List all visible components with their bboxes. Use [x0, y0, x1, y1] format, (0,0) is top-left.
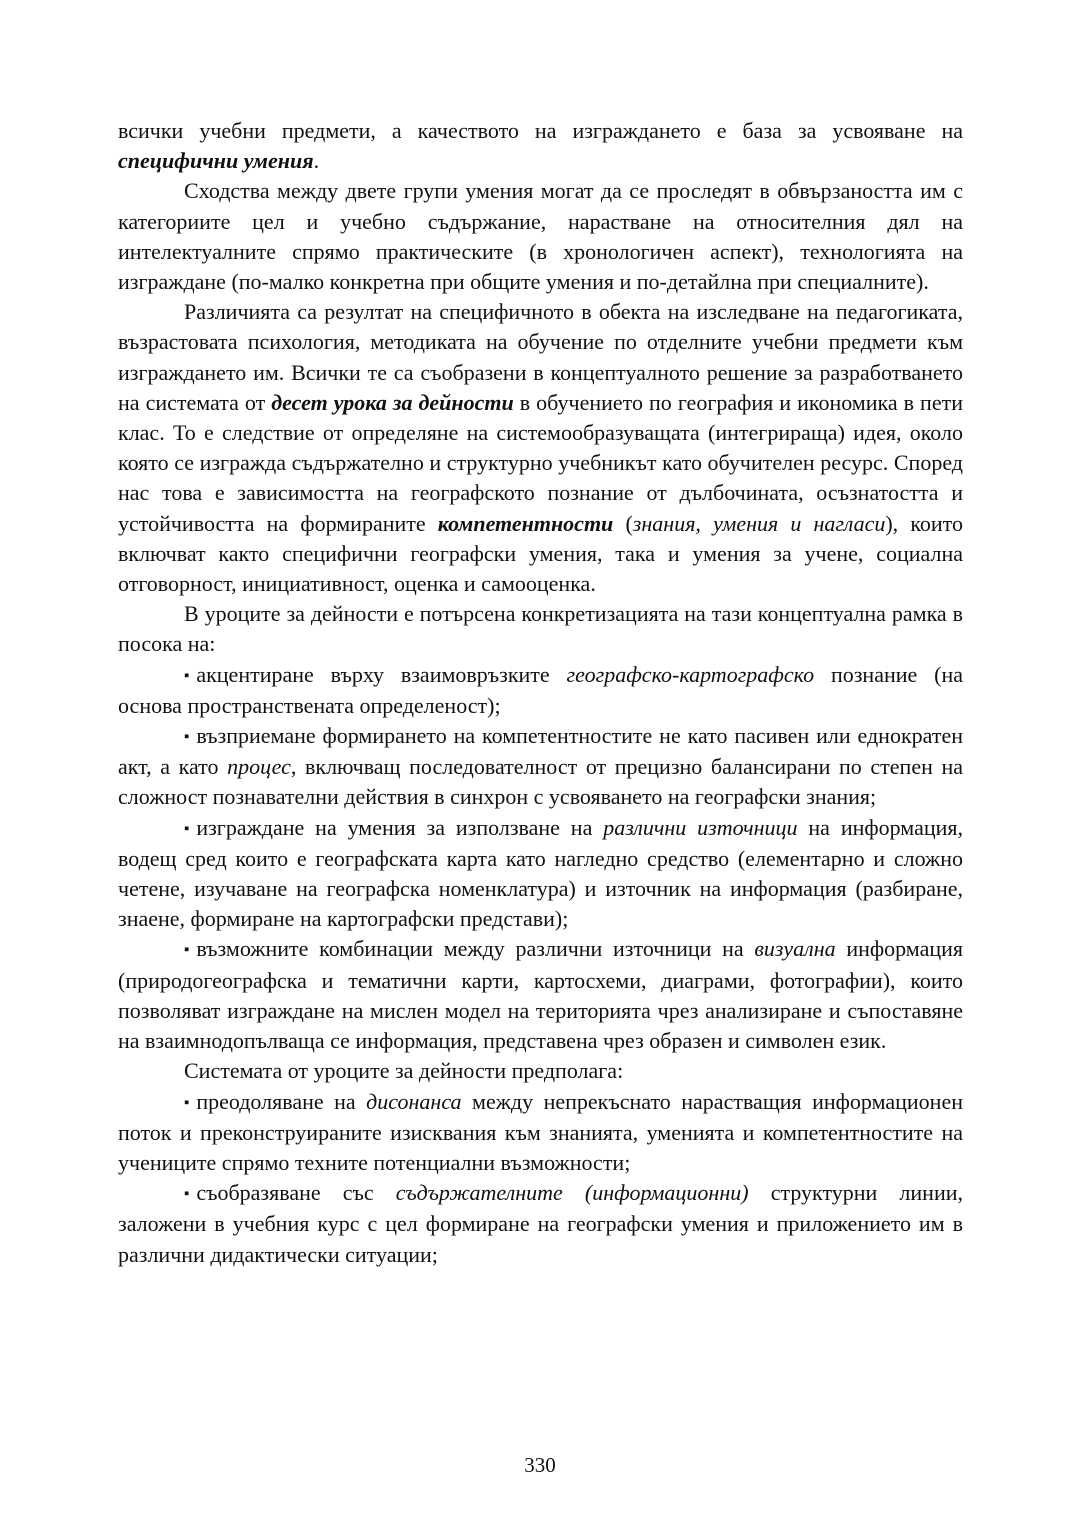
text-run: Системата от уроците за дейности предполага:	[184, 1058, 624, 1084]
bullet-icon: ▪	[184, 820, 190, 837]
bullet-paragraph	[118, 1087, 963, 1179]
text-run: съобразяване със	[196, 1180, 396, 1206]
emphasis-text-run: компетентности	[437, 510, 614, 536]
text-run: възможните комбинации между различни източници на	[196, 936, 755, 962]
italic-text-run: дисонанса	[366, 1088, 462, 1114]
text-run: в обучението по география и икономика в пети клас. То е следствие от определяне на системообразуващата (интегрираща) идея, около която се изгражда съдържателно и структурно учебникът като обучителен ресурс. Според нас това е зависимостта на географското познание от дълбочината, осъзнатостта и устойчивостта на формираните	[118, 389, 963, 536]
paragraph	[118, 116, 963, 176]
text-run: (	[613, 510, 633, 536]
text-run: възприемане формирането на компетентностите не като пасивен или еднократен акт, а като	[118, 723, 963, 780]
text-run: , включващ последователност от прецизно балансирани по степен на сложност познавателни действия в синхрон с усвояването на географски знания;	[118, 754, 964, 810]
paragraph	[118, 176, 963, 297]
italic-text-run: географско-картографско	[566, 661, 815, 687]
emphasis-text-run: десет урока за дейности	[271, 389, 514, 415]
bullet-paragraph	[118, 934, 963, 1056]
paragraph	[118, 297, 963, 599]
text-run: .	[313, 148, 320, 174]
text-run: на информация, водещ сред които е географската карта като нагледно средство (елементарно и сложно четене, изучаване на географска номенклатура) и източник на информация (разбиране, знаене, формиране на картографски представи);	[118, 814, 963, 932]
text-run: структурни линии, заложени в учебния курс с цел формиране на географски умения и приложението им в различни дидактически ситуации;	[118, 1180, 964, 1267]
bullet-paragraph	[118, 660, 963, 721]
text-run: ), които включват както специфични географски умения, така и умения за учене, социална отговорност, инициативност, оценка и самооценка.	[118, 510, 964, 597]
text-run: акцентиране върху взаимовръзките	[196, 661, 567, 687]
text-run: информация (природогеографска и тематични карти, картосхеми, диаграми, фотографии), които позволяват изграждане на мислен модел на територията чрез анализиране и съпоставяне на взаимнодопълваща се информация, представена чрез образен и символен език.	[118, 936, 963, 1054]
text-run: преодоляване на	[196, 1088, 367, 1114]
text-run: Сходства между двете групи умения могат да се проследят в обвързаността им с категориите цел и учебно съдържание, нарастване на относителния дял на интелектуалните спрямо практическите (в хронологичен аспект), технологията на изграждане (по-малко конкретна при общите умения и по-детайлна при специалните).	[118, 178, 963, 295]
italic-text-run: процес	[227, 754, 291, 780]
text-run: В уроците за дейности е потърсена конкретизацията на тази концептуална рамка в посока на:	[118, 601, 963, 657]
bullet-icon: ▪	[184, 667, 190, 684]
text-run: между непрекъснато нарастващия информационен поток и преконструираните изисквания към знанията, уменията и компетентностите на учениците спрямо техните потенциални възможности;	[118, 1088, 963, 1175]
page-number: 330	[524, 1453, 556, 1477]
bullet-icon: ▪	[184, 729, 190, 746]
paragraph	[118, 599, 963, 659]
text-run: всички учебни предмети, а качеството на изграждането е база за усвояване на	[118, 118, 963, 143]
text-run: изграждане на умения за използване на	[196, 814, 604, 840]
text-run: познание (на основа пространствената определеност);	[118, 661, 963, 718]
bullet-icon: ▪	[184, 1186, 190, 1203]
italic-text-run: различни източници	[603, 814, 798, 840]
paragraph	[118, 1056, 963, 1086]
text-run: Различията са резултат на специфичното в обекта на изследване на педагогиката, възрастовата психология, методиката на обучение по отделните учебни предмети към изграждането им. Всички те са съобразени в концептуалното решение за разработването на системата от	[118, 299, 963, 415]
bullet-paragraph	[118, 721, 963, 813]
page-body	[118, 116, 963, 1270]
italic-text-run: визуална	[754, 936, 836, 962]
italic-text-run: знания, умения и нагласи	[632, 510, 886, 536]
bullet-icon: ▪	[184, 942, 190, 959]
bullet-paragraph	[118, 1178, 963, 1270]
bullet-icon: ▪	[184, 1094, 190, 1111]
emphasis-text-run: специфични умения	[118, 148, 314, 174]
bullet-paragraph	[118, 813, 963, 935]
italic-text-run: съдържателните (информационни)	[395, 1180, 749, 1206]
